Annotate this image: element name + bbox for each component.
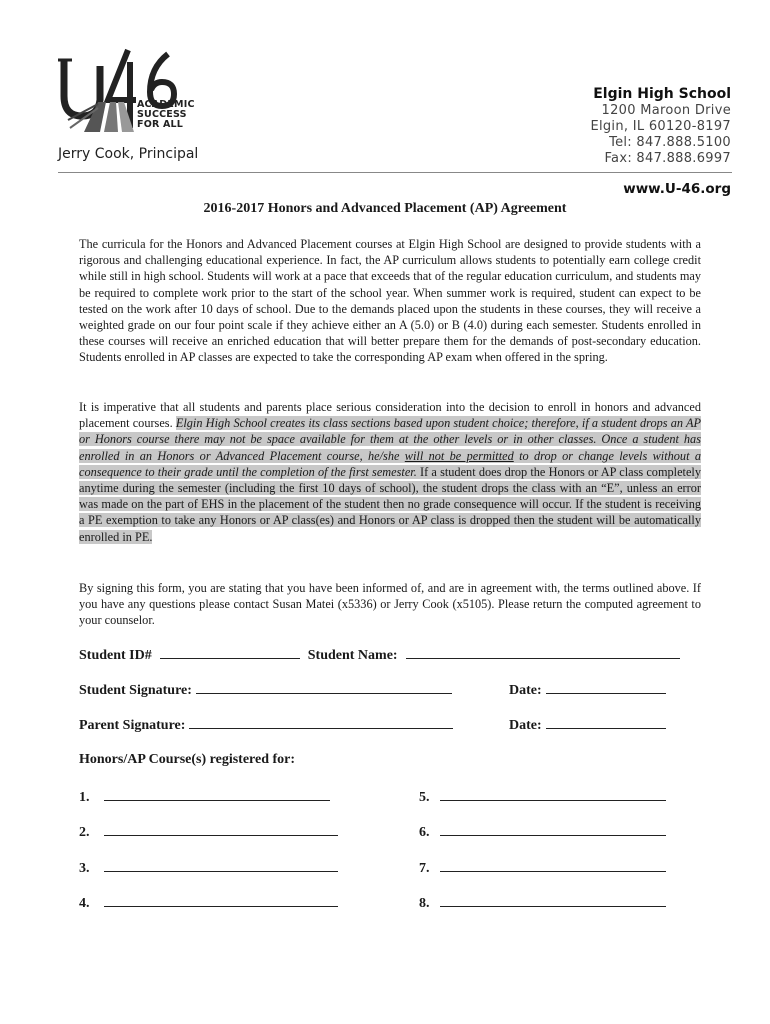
parent-date-field[interactable] <box>546 716 666 729</box>
course-row <box>419 788 666 806</box>
school-name: Elgin High School <box>593 86 731 102</box>
course-number: 8. <box>419 896 430 911</box>
logo-tagline-line: ACADEMIC <box>137 99 195 110</box>
course-row <box>79 859 338 877</box>
course-field[interactable] <box>104 788 330 801</box>
fax-line: Fax: 847.888.6997 <box>604 151 731 166</box>
date-label: Date: <box>509 718 542 733</box>
paragraph-overview: The curricula for the Honors and Advanced Placement courses at Elgin High School are designed to provide students with a rigorous and challenging educational experience. In fact, the AP curriculum allows students to potentially earn college credit while still in high school. Students will work at a pace that exceeds that of the regular education curriculum, and students may be required to complete work prior to the start of the school year. When summer work is required, student can expect to be tested on the work after 10 days of school. Due to the demands placed upon the students in these courses, they will receive a weighted grade on our four point scale if they achieve either an A (5.0) or B (4.0) during each semester. Students enrolled in these courses will receive an enriched education that will better prepare them for the demands of post-secondary education. Students enrolled in AP classes are expected to take the corresponding AP exam when offered in the spring. <box>79 237 701 365</box>
course-field[interactable] <box>104 859 338 872</box>
course-number: 3. <box>79 861 90 876</box>
parent-signature-label: Parent Signature: <box>79 718 186 733</box>
course-row <box>79 894 338 912</box>
course-row <box>419 894 666 912</box>
course-field[interactable] <box>104 823 338 836</box>
courses-heading: Honors/AP Course(s) registered for: <box>79 752 296 767</box>
course-field[interactable] <box>440 894 666 907</box>
parent-signature-row <box>79 716 453 734</box>
student-signature-field[interactable] <box>196 681 452 694</box>
student-name-field[interactable] <box>406 646 680 659</box>
principal-name: Jerry Cook, Principal <box>58 146 199 162</box>
address-line: 1200 Maroon Drive <box>601 103 731 118</box>
date-label: Date: <box>509 683 542 698</box>
paragraph-signing: By signing this form, you are stating that you have been informed of, and are in agreement with, the terms outlined above. If you have any questions please contact Susan Matei (x5336) or Jerry Cook (x5105). Please return the computed agreement to your counselor. <box>79 581 701 628</box>
logo-tagline-line: SUCCESS <box>137 109 187 120</box>
course-number: 1. <box>79 790 90 805</box>
policy-intro: It is imperative that all students and parents place serious consideration into the decision to enroll in honors and advanced placement courses. <box>79 400 701 431</box>
school-address-block <box>590 86 731 167</box>
paragraph-policy <box>79 399 701 545</box>
course-row <box>79 823 338 841</box>
phone-line: Tel: 847.888.5100 <box>609 135 731 150</box>
logo-tagline <box>137 100 195 130</box>
student-date-row <box>509 681 666 699</box>
student-id-row <box>79 646 680 664</box>
parent-signature-field[interactable] <box>189 716 453 729</box>
course-number: 7. <box>419 861 430 876</box>
student-date-field[interactable] <box>546 681 666 694</box>
student-name-label: Student Name: <box>307 648 398 663</box>
course-field[interactable] <box>440 788 666 801</box>
header-divider <box>58 172 732 173</box>
student-id-field[interactable] <box>160 646 300 659</box>
policy-highlight <box>79 416 701 543</box>
policy-italic-a: Elgin High School creates its class sections based upon student choice; therefore, if a student drops an AP or Honors course there may not be space available for them at the other levels or in other classes. Once a student has enrolled in an Honors or Advanced Placement course, he/she <box>79 416 701 463</box>
student-signature-row <box>79 681 452 699</box>
parent-date-row <box>509 716 666 734</box>
logo-tagline-line: FOR ALL <box>137 119 184 130</box>
page-title: 2016-2017 Honors and Advanced Placement (AP) Agreement <box>203 201 567 216</box>
course-field[interactable] <box>440 859 666 872</box>
course-number: 6. <box>419 825 430 840</box>
course-number: 4. <box>79 896 90 911</box>
course-row <box>419 859 666 877</box>
address-line: Elgin, IL 60120-8197 <box>590 119 731 134</box>
website-link[interactable]: www.U-46.org <box>623 181 731 197</box>
course-field[interactable] <box>104 894 338 907</box>
course-row <box>79 788 330 806</box>
student-signature-label: Student Signature: <box>79 683 192 698</box>
course-row <box>419 823 666 841</box>
student-id-label: Student ID# <box>79 648 152 663</box>
course-field[interactable] <box>440 823 666 836</box>
policy-italic-b: to drop or change levels without a consequence to their grade until the completion of the first semester. <box>79 448 701 479</box>
policy-rest: If a student does drop the Honors or AP class completely anytime during the semester (including the first 10 days of school), the student drops the class with an “E”, unless an error was made on the part of EHS in the placement of the student then no grade consequence will occur. If the student is receiving a PE exemption to take any Honors or AP class(es) and Honors or AP class is dropped then the student will be automatically enrolled in PE. <box>79 464 701 544</box>
policy-underlined: will not be permitted <box>404 448 514 463</box>
course-number: 5. <box>419 790 430 805</box>
course-number: 2. <box>79 825 90 840</box>
